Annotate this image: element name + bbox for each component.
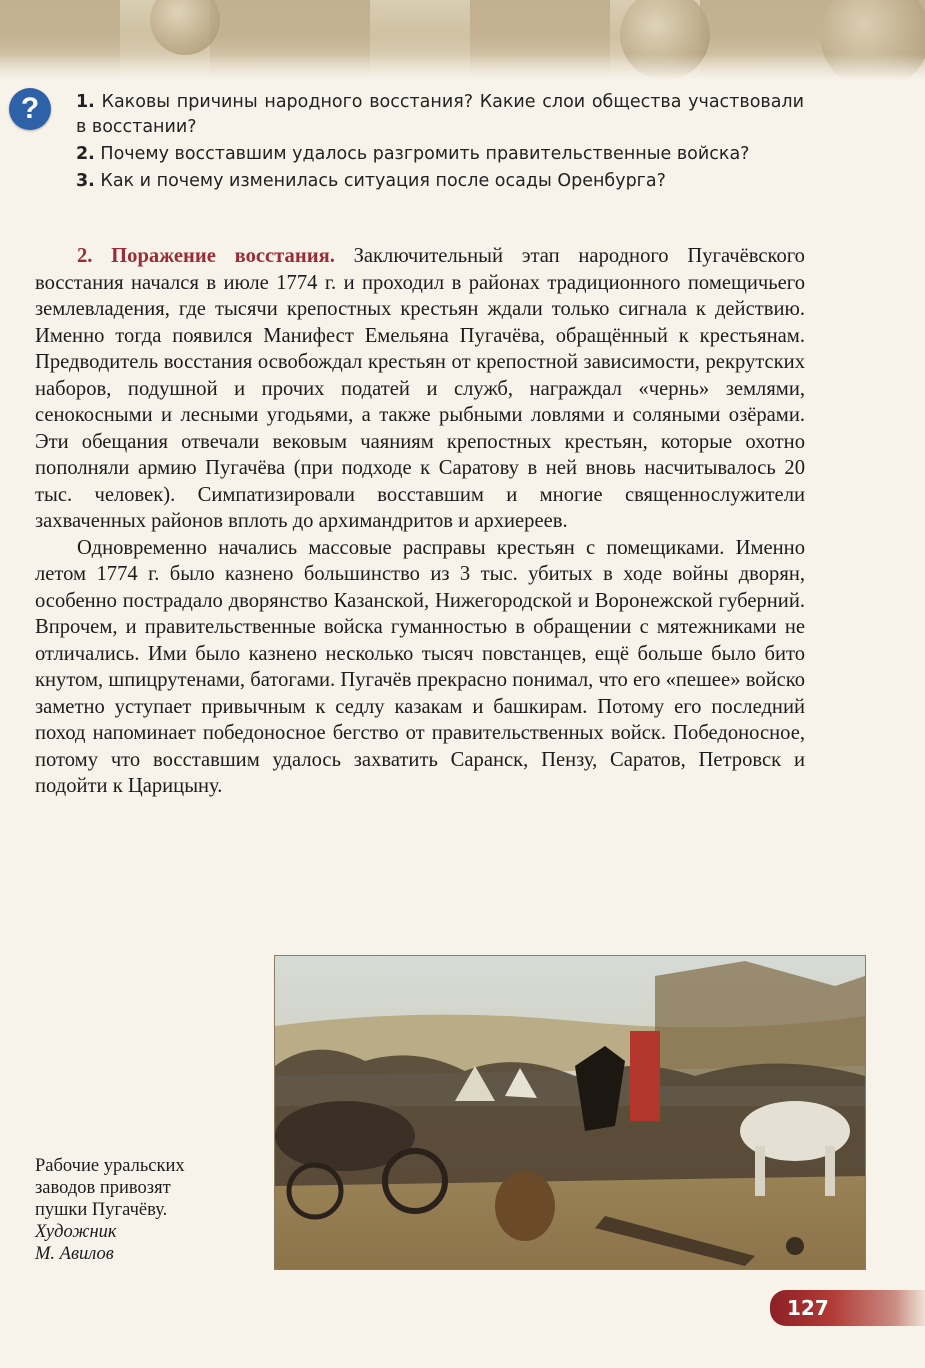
painting-image xyxy=(275,956,865,1269)
caption-line: Рабочие уральских xyxy=(35,1156,185,1176)
paragraph: Одновременно начались массовые расправы крестьян с помещиками. Именно летом 1774 г. было казнено большинство из 3 тыс. убитых в ходе войны дворян, особенно пострадало дворянство Казанской, Нижегородской и Воронежской губерний. Впрочем, и правительственные войска гуманностью в обращении с мятежниками не отличались. Ими было казнено несколько тысяч повстанцев, ещё больше было бито кнутом, шпицрутенами, батогами. Пугачёв прекрасно понимал, что его «пешее» войско заметно уступает привычным к седлу казакам и башкирам. Потому его последний поход напоминает победоносное бегство от правительственных войск. Победоносное, потому что восставшим удалось захватить Саранск, Пензу, Саратов, Петровск и подойти к Царицыну. xyxy=(35,536,805,797)
review-questions xyxy=(76,90,804,196)
question-text: Как и почему изменилась ситуация после осады Оренбурга? xyxy=(100,171,666,191)
question-item xyxy=(76,90,804,140)
page-number: 127 xyxy=(787,1296,829,1320)
question-mark-icon: ? xyxy=(9,88,51,130)
caption-artist-name: М. Авилов xyxy=(35,1244,114,1264)
caption-line: заводов привозят xyxy=(35,1178,171,1198)
question-number: 3. xyxy=(76,171,95,191)
caption-artist-label: Художник xyxy=(35,1222,117,1242)
section-body xyxy=(35,243,805,800)
question-text: Каковы причины народного восстания? Какие слои общества участвовали в восстании? xyxy=(76,92,804,137)
question-number: 2. xyxy=(76,144,95,164)
question-item xyxy=(76,169,804,194)
question-text: Почему восставшим удалось разгромить правительственные войска? xyxy=(100,144,750,164)
question-item xyxy=(76,142,804,167)
paragraph xyxy=(35,243,805,535)
caption-line: пушки Пугачёву. xyxy=(35,1200,168,1220)
section-title: 2. Поражение восстания. xyxy=(77,245,335,267)
painting-caption xyxy=(35,1155,255,1265)
question-number: 1. xyxy=(76,92,95,112)
paragraph-text: Заключительный этап народного Пугачёвского восстания начался в июле 1774 г. и проходил в районах традиционного помещичьего землевладения, где тысячи крепостных крестьян ждали только сигнала к действию. Именно тогда появился Манифест Емельяна Пугачёва, обращённый к крестьянам. Предводитель восстания освобождал крестьян от крепостной зависимости, рекрутских наборов, подушной и прочих податей и служб, награждал «чернь» землями, сенокосными и лесными угодьями, а также рыбными ловлями и соляными озёрами. Эти обещания отвечали вековым чаяниям крепостных крестьян, которые охотно пополняли армию Пугачёва (при подходе к Саратову в ней вновь насчитывалось 20 тыс. человек). Симпатизировали восставшим и многие священнослужители захваченных районов вплоть до архимандритов и архиереев. xyxy=(35,245,805,532)
decorative-header-banner xyxy=(0,0,925,80)
painting-illustration xyxy=(274,955,866,1270)
